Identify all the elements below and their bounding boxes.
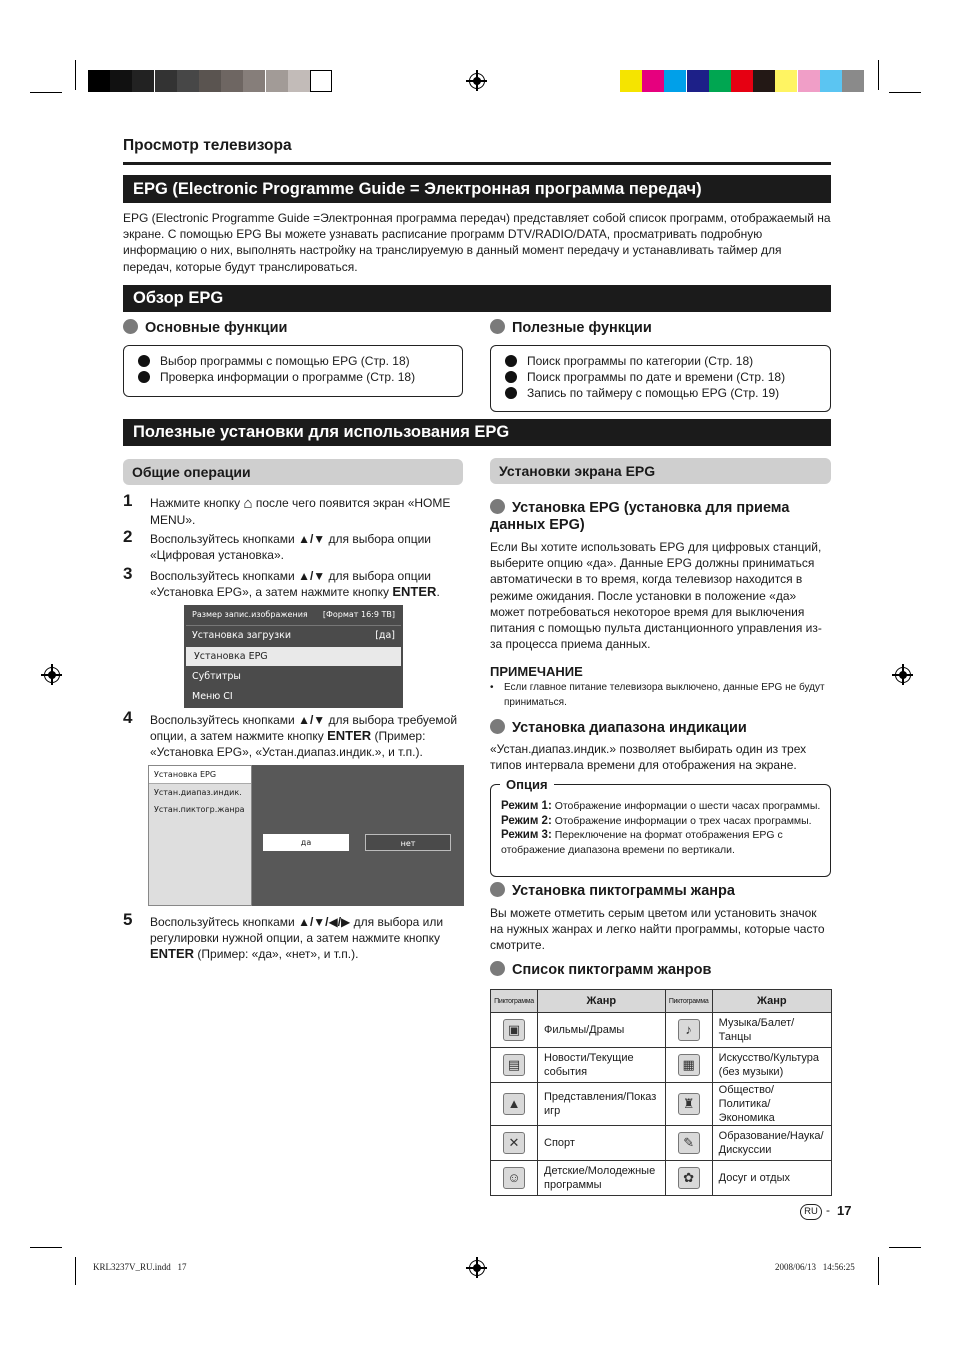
page-section-header: Просмотр телевизора <box>123 137 292 154</box>
mode-3-item: Режим 3: Переключение на формат отображения EPG с отображение диапазона времени по вертикали. <box>501 829 783 856</box>
menu-row: Субтитры <box>192 671 241 682</box>
list-item: Поиск программы по дате и времени (Стр. 18) <box>503 369 830 385</box>
table-row <box>491 1013 832 1048</box>
crop-mark <box>878 1257 879 1285</box>
basic-functions-heading: Основные функции <box>123 319 287 336</box>
genre-cell: Образование/Наука/ Дискуссии <box>712 1126 831 1161</box>
mode-1-item: Режим 1: Отображение информации о шести часах программы. <box>501 800 821 812</box>
yes-option: да <box>263 834 349 851</box>
crop-mark <box>878 60 879 90</box>
menu-item: Устан.диапаз.индик. <box>154 788 242 797</box>
step-1-text: Нажмите кнопку ⌂ после чего появится экран «HOME MENU». <box>150 495 451 527</box>
show-stage-icon: ▲ <box>503 1093 525 1115</box>
music-note-icon: ♪ <box>678 1019 700 1041</box>
step-2-text: Воспользуйтесь кнопками ▲/▼ для выбора опции «Цифровая установка». <box>150 532 432 562</box>
menu-item: Устан.пиктогр.жанра <box>154 805 245 814</box>
step-number: 3 <box>123 564 133 583</box>
color-swatch <box>132 70 154 92</box>
page-dash: - <box>826 1203 830 1217</box>
step-3-text: Воспользуйтесь кнопками ▲/▼ для выбора опции «Установка EPG», а затем нажмите кнопку ENTER. <box>150 569 440 599</box>
crop-mark <box>75 1257 76 1285</box>
education-science-icon: ✎ <box>678 1132 700 1154</box>
genre-cell: Искусство/Культура (без музыки) <box>712 1048 831 1083</box>
crop-mark <box>75 60 76 90</box>
registration-mark-icon <box>44 667 60 683</box>
color-swatch <box>177 70 199 92</box>
display-range-heading: Установка диапазона индикации <box>490 719 747 736</box>
color-swatch <box>709 70 731 92</box>
epg-intro-text: EPG (Electronic Programme Guide =Электронная программа передач) представляет собой список программ, отображаемый на экране. С помощью EPG Вы можете узнавать расписание программ DTV/RADIO/DATA, просматривать подробную информацию о них, выполнять настройку на транслируемую в данный момент передачу и устанавливать таймер для передач, которые будут транслироваться. <box>123 211 831 274</box>
crop-mark <box>889 92 921 93</box>
table-row <box>491 1083 832 1126</box>
overview-title-bar: Обзор EPG <box>123 285 831 312</box>
registration-mark-icon <box>469 73 485 89</box>
list-item: Проверка информации о программе (Стр. 18) <box>136 369 462 385</box>
column-header: Пиктограмма <box>491 990 538 1013</box>
step-4-text: Воспользуйтесь кнопками ▲/▼ для выбора требуемой опции, а затем нажмите кнопку ENTER (Пример: «Установка EPG», «Устан.диапаз.индик.», и т.п.). <box>150 713 458 759</box>
header-rule <box>123 162 831 165</box>
settings-title-bar: Полезные установки для использования EPG <box>123 419 831 446</box>
epg-setup-text: Если Вы хотите использовать EPG для цифровых станций, выберите опцию «да». Данные EPG должны приниматься автоматически в то время, когда телевизор находится в режиме ожидания. После установки в положение «да» может потребоваться некоторое время для выключения питания с помощью пульта дистанционного управления из-за процесса приема данных. <box>490 540 822 652</box>
leisure-icon: ✿ <box>678 1167 700 1189</box>
note-text: • Если главное питание телевизора выключено, данные EPG не будут приниматься. <box>490 682 825 708</box>
useful-functions-box <box>490 345 831 412</box>
registration-mark-icon <box>895 667 911 683</box>
registration-mark-icon <box>469 1260 485 1276</box>
genre-cell: Спорт <box>538 1126 666 1161</box>
note-title: ПРИМЕЧАНИЕ <box>490 664 583 679</box>
menu-row-selected: Установка EPG <box>186 647 401 666</box>
genre-cell: Общество/Политика/ Экономика <box>712 1083 831 1126</box>
sport-icon: ✕ <box>503 1132 525 1154</box>
color-swatch <box>687 70 709 92</box>
color-swatch <box>620 70 642 92</box>
list-item: Запись по таймеру с помощью EPG (Стр. 19) <box>503 385 830 401</box>
color-swatch <box>155 70 177 92</box>
genre-cell: Фильмы/Драмы <box>538 1013 666 1048</box>
bullet-icon <box>490 882 505 897</box>
color-swatch <box>753 70 775 92</box>
genre-icon-heading: Установка пиктограммы жанра <box>490 882 735 899</box>
print-datetime: 2008/06/13 14:56:25 <box>775 1262 855 1272</box>
epg-setup-menu-screenshot <box>148 765 464 906</box>
genre-icon-text: Вы можете отметить серым цветом или установить значок на нужных жанрах и легко найти программы, которые часто смотрите. <box>490 906 825 953</box>
color-swatch <box>243 70 265 92</box>
mode-2-item: Режим 2: Отображение информации о трех часах программы. <box>501 814 812 827</box>
movie-camera-icon: ▣ <box>503 1019 525 1041</box>
general-operations-header: Общие операции <box>123 459 463 485</box>
no-option: нет <box>365 834 451 851</box>
bullet-icon <box>490 319 505 334</box>
genre-cell: Представления/Показ игр <box>538 1083 666 1126</box>
basic-functions-box <box>123 345 463 397</box>
genre-cell: Досуг и отдых <box>712 1161 831 1196</box>
color-swatch <box>798 70 820 92</box>
language-badge: RU <box>800 1204 822 1220</box>
genre-cell: Новости/Текущие события <box>538 1048 666 1083</box>
crop-mark <box>889 1247 921 1248</box>
menu-row-header: Размер запис.изображения [Формат 16:9 TB] <box>192 610 395 619</box>
up-down-arrows-icon: ▲/▼ <box>298 569 326 583</box>
column-header: Жанр <box>538 990 666 1013</box>
genre-cell: Детские/Молодежные программы <box>538 1161 666 1196</box>
color-swatch <box>110 70 132 92</box>
table-row <box>491 1048 832 1083</box>
step-number: 2 <box>123 527 133 546</box>
epg-title-bar: EPG (Electronic Programme Guide = Электронная программа передач) <box>123 175 831 203</box>
step-5-text: Воспользуйтесь кнопками ▲/▼/◀/▶ для выбора или регулировки нужной опции, а затем нажмите кнопку ENTER (Пример: «да», «нет», и т.п.). <box>150 915 444 961</box>
epg-screen-settings-header: Установки экрана EPG <box>490 458 831 484</box>
list-item: Выбор программы с помощью EPG (Стр. 18) <box>136 353 462 369</box>
society-politics-icon: ♜ <box>678 1093 700 1115</box>
genre-cell: Музыка/Балет/Танцы <box>712 1013 831 1048</box>
menu-item-selected: Установка EPG <box>149 766 251 784</box>
column-header: Жанр <box>712 990 831 1013</box>
color-swatch <box>642 70 664 92</box>
four-way-arrows-icon: ▲/▼/◀/▶ <box>298 915 351 929</box>
option-box <box>490 784 831 877</box>
up-down-arrows-icon: ▲/▼ <box>298 713 326 727</box>
useful-functions-heading: Полезные функции <box>490 319 652 336</box>
art-culture-icon: ▦ <box>678 1054 700 1076</box>
genre-list-heading: Список пиктограмм жанров <box>490 961 711 978</box>
menu-row: Меню CI <box>192 691 233 702</box>
bullet-icon <box>123 319 138 334</box>
menu-row: Установка загрузки [да] <box>192 630 395 641</box>
color-swatch <box>775 70 797 92</box>
home-button-icon: ⌂ <box>243 495 253 512</box>
bullet-icon <box>490 961 505 976</box>
column-header: Пиктограмма <box>665 990 712 1013</box>
menu-list <box>148 765 252 906</box>
crop-mark <box>30 1247 62 1248</box>
crop-mark <box>30 92 62 93</box>
color-swatch <box>288 70 310 92</box>
page-number: 17 <box>837 1203 852 1218</box>
table-row <box>491 1126 832 1161</box>
digital-setup-menu-screenshot <box>184 605 403 708</box>
display-range-text: «Устан.диапаз.индик.» позволяет выбирать один из трех типов интервала времени для отображения на экране. <box>490 742 807 773</box>
genre-icon-table <box>490 989 832 1196</box>
table-header-row <box>491 990 832 1013</box>
epg-setup-heading: Установка EPG (установка для приема данных EPG) <box>490 500 790 533</box>
children-icon: ☺ <box>503 1167 525 1189</box>
step-number: 5 <box>123 910 133 929</box>
color-swatch <box>199 70 221 92</box>
list-item: Поиск программы по категории (Стр. 18) <box>503 353 830 369</box>
color-swatch <box>842 70 864 92</box>
bullet-icon <box>490 719 505 734</box>
bullet-icon <box>490 499 505 514</box>
step-number: 1 <box>123 491 133 510</box>
option-title: Опция <box>500 777 554 792</box>
color-swatch <box>664 70 686 92</box>
color-swatch <box>221 70 243 92</box>
step-number: 4 <box>123 708 133 727</box>
up-down-arrows-icon: ▲/▼ <box>298 532 326 546</box>
table-row <box>491 1161 832 1196</box>
color-swatch <box>820 70 842 92</box>
color-swatch <box>731 70 753 92</box>
news-icon: ▤ <box>503 1054 525 1076</box>
color-swatch <box>88 70 110 92</box>
color-swatch <box>310 70 332 92</box>
file-name: KRL3237V_RU.indd 17 <box>93 1262 187 1272</box>
color-swatch <box>266 70 288 92</box>
